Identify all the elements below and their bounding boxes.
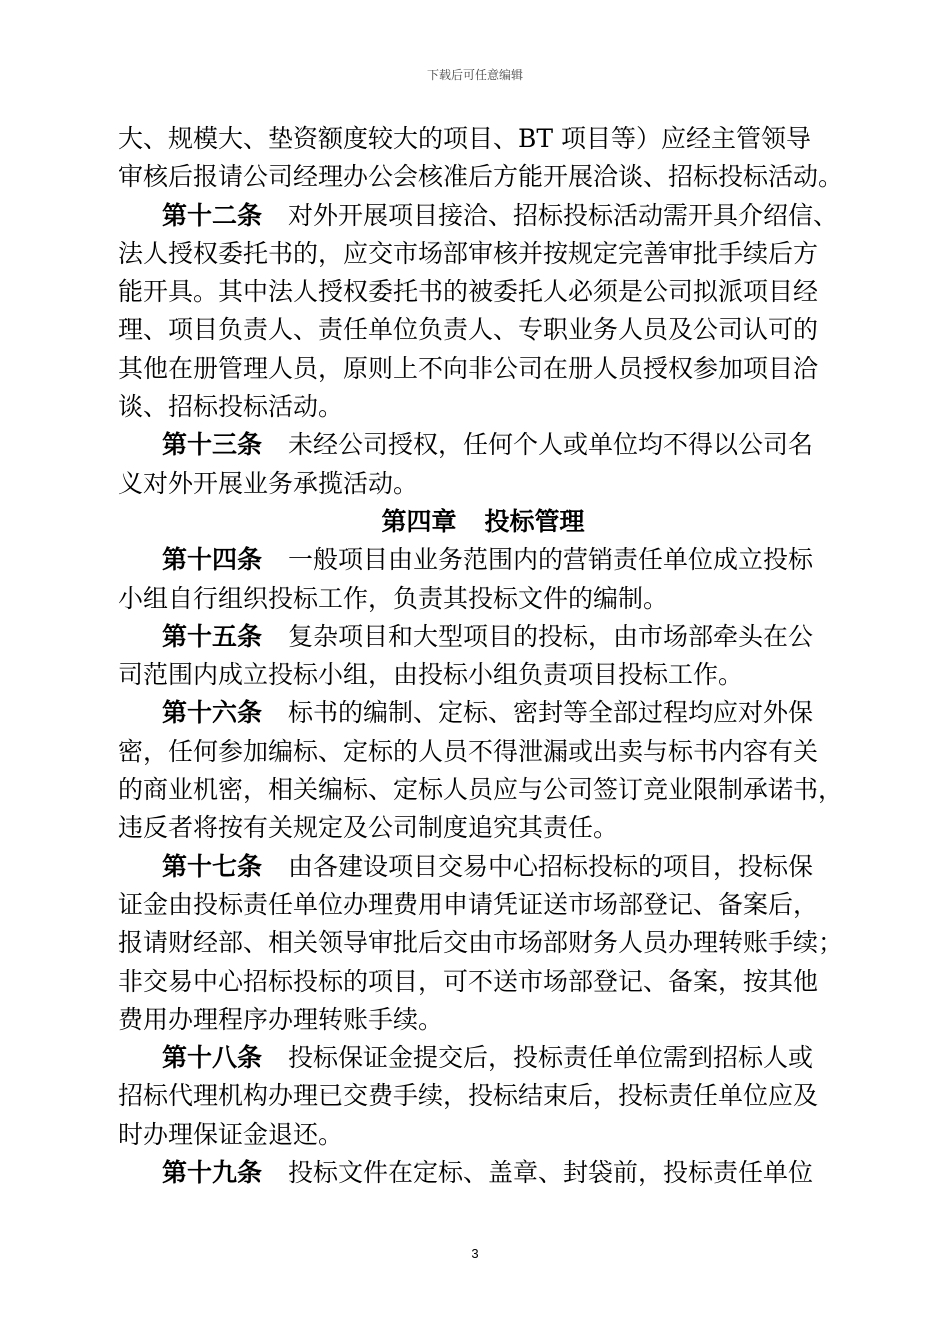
article-18 (118, 1039, 838, 1077)
paragraph-line: 费用办理程序办理转账手续。 (118, 1004, 444, 1034)
paragraph-line: 密，任何参加编标、定标的人员不得泄漏或出卖与标书内容有关 (118, 736, 819, 766)
page-header-note: 下载后可任意编辑 (426, 68, 523, 82)
article-label: 第十七条 (162, 851, 263, 881)
article-13 (118, 426, 838, 464)
article-label: 第十五条 (162, 621, 263, 651)
paragraph-line: 能开具。其中法人授权委托书的被委托人必须是公司拟派项目经 (118, 277, 819, 307)
article-text: 一般项目由业务范围内的营销责任单位成立投标 (288, 545, 814, 575)
paragraph-line: 法人授权委托书的，应交市场部审核并按规定完善审批手续后方 (118, 238, 819, 268)
article-15 (118, 618, 838, 656)
paragraph-line: 时办理保证金退还。 (118, 1119, 344, 1149)
article-text: 由各建设项目交易中心招标投标的项目，投标保 (288, 851, 814, 881)
article-text: 未经公司授权，任何个人或单位均不得以公司名 (288, 430, 814, 460)
paragraph-line: 违反者将按有关规定及公司制度追究其责任。 (118, 813, 619, 843)
paragraph-line: 理、项目负责人、责任单位负责人、专职业务人员及公司认可的 (118, 315, 819, 345)
article-label: 第十二条 (162, 200, 263, 230)
paragraph-line: 司范围内成立投标小组，由投标小组负责项目投标工作。 (118, 660, 744, 690)
article-19 (118, 1154, 838, 1192)
article-label: 第十六条 (162, 698, 263, 728)
paragraph-line: 小组自行组织投标工作，负责其投标文件的编制。 (118, 583, 669, 613)
chapter-title: 投标管理 (484, 506, 585, 536)
paragraph-line: 大、规模大、垫资额度较大的项目、BT 项目等）应经主管领导 (118, 124, 811, 153)
article-text: 对外开展项目接洽、招标投标活动需开具介绍信、 (288, 200, 839, 230)
article-text: 投标保证金提交后，投标责任单位需到招标人或 (288, 1043, 814, 1073)
article-label: 第十八条 (162, 1043, 263, 1073)
paragraph-line: 谈、招标投标活动。 (118, 392, 344, 422)
article-text: 复杂项目和大型项目的投标，由市场部牵头在公 (288, 621, 814, 651)
article-16 (118, 694, 838, 732)
article-14 (118, 541, 838, 579)
paragraph-line: 其他在册管理人员，原则上不向非公司在册人员授权参加项目洽 (118, 353, 819, 383)
chapter-heading (118, 503, 838, 541)
paragraph-line: 招标代理机构办理已交费手续，投标结束后，投标责任单位应及 (118, 1081, 819, 1111)
paragraph-line: 的商业机密，相关编标、定标人员应与公司签订竞业限制承诺书， (118, 775, 844, 805)
paragraph-line: 审核后报请公司经理办公会核准后方能开展洽谈、招标投标活动。 (118, 162, 844, 192)
document-body (118, 120, 844, 1192)
chapter-number: 第四章 (381, 506, 457, 536)
article-label: 第十九条 (162, 1158, 263, 1188)
paragraph-line: 非交易中心招标投标的项目，可不送市场部登记、备案，按其他 (118, 966, 819, 996)
paragraph-line: 证金由投标责任单位办理费用申请凭证送市场部登记、备案后， (118, 889, 819, 919)
article-text: 标书的编制、定标、密封等全部过程均应对外保 (288, 698, 814, 728)
article-17 (118, 848, 838, 886)
article-12 (118, 197, 838, 235)
paragraph-line: 报请财经部、相关领导审批后交由市场部财务人员办理转账手续； (118, 928, 844, 958)
article-label: 第十四条 (162, 545, 263, 575)
article-label: 第十三条 (162, 430, 263, 460)
page-number: 3 (471, 1246, 479, 1261)
paragraph-line: 义对外开展业务承揽活动。 (118, 468, 419, 498)
article-text: 投标文件在定标、盖章、封袋前，投标责任单位 (288, 1158, 814, 1188)
